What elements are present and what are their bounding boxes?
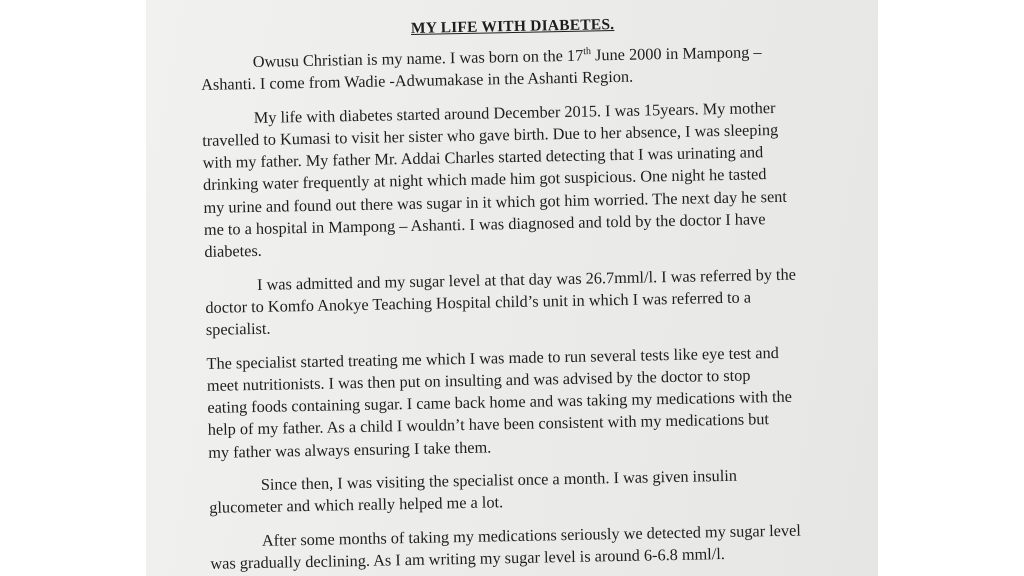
text-line: I was admitted and my sugar level at that day was 26.7mml/l. I was referred by the: [256, 264, 797, 294]
text-line: my father was always ensuring I take them.: [208, 437, 492, 462]
text-line: doctor to Komfo Anokye Teaching Hospital child’s unit in which I was referred to a: [205, 287, 752, 317]
text-line: my urine and found out there was sugar in it which got him worried. The next day he sent: [203, 186, 788, 217]
paragraph-progress: [210, 519, 836, 576]
text-line: My life with diabetes started around December 2015. I was 15years. My mother: [253, 97, 776, 127]
paragraph-visits: [209, 463, 835, 520]
text-line: travelled to Kumasi to visit her sister who gave birth. Due to her absence, I was sleeping: [202, 119, 779, 150]
text-line: with my father. My father Mr. Addai Charles started detecting that I was urinating and: [202, 142, 764, 173]
paragraph-onset: [202, 96, 830, 264]
text-line: Owusu Christian is my name. I was born on the 17: [252, 45, 584, 71]
text-line: help of my father. As a child I wouldn’t have been consistent with my medications but: [207, 409, 770, 440]
text-line-continuation: June 2000 in Mampong –: [590, 42, 762, 65]
text-line: Ashanti. I come from Wadie -Adwumakase in the Ashanti Region.: [200, 66, 634, 95]
text-line: me to a hospital in Mampong – Ashanti. I was diagnosed and told by the doctor I have: [203, 209, 766, 240]
ordinal-suffix: th: [583, 46, 592, 58]
paper-sheet: [146, 0, 878, 576]
essay-title: MY LIFE WITH DIABETES.: [410, 16, 615, 37]
text-line: was gradually declining. As I am writing my sugar level is around 6-6.8 mml/l.: [210, 543, 726, 573]
text-line: The specialist started treating me which I was made to run several tests like eye test and: [206, 342, 779, 373]
paragraph-treatment: [206, 341, 833, 464]
text-line: eating foods containing sugar. I came back home and was taking my medications with the: [207, 386, 793, 418]
text-line: Since then, I was visiting the specialist once a month. I was given insulin: [260, 465, 738, 494]
paragraph-intro: [201, 40, 827, 97]
essay-body: [201, 40, 836, 575]
text-line: After some months of taking my medications seriously we detected my sugar level: [261, 520, 801, 550]
paragraph-admission: [205, 263, 831, 342]
text-line: drinking water frequently at night which made him got suspicious. One night he tasted: [202, 164, 767, 195]
text-line: meet nutritionists. I was then put on insulting and was advised by the doctor to stop: [206, 365, 751, 395]
text-line: diabetes.: [204, 241, 262, 262]
text-line: glucometer and which really helped me a lot.: [209, 492, 504, 518]
text-line: specialist.: [205, 318, 271, 340]
essay: [200, 12, 836, 576]
